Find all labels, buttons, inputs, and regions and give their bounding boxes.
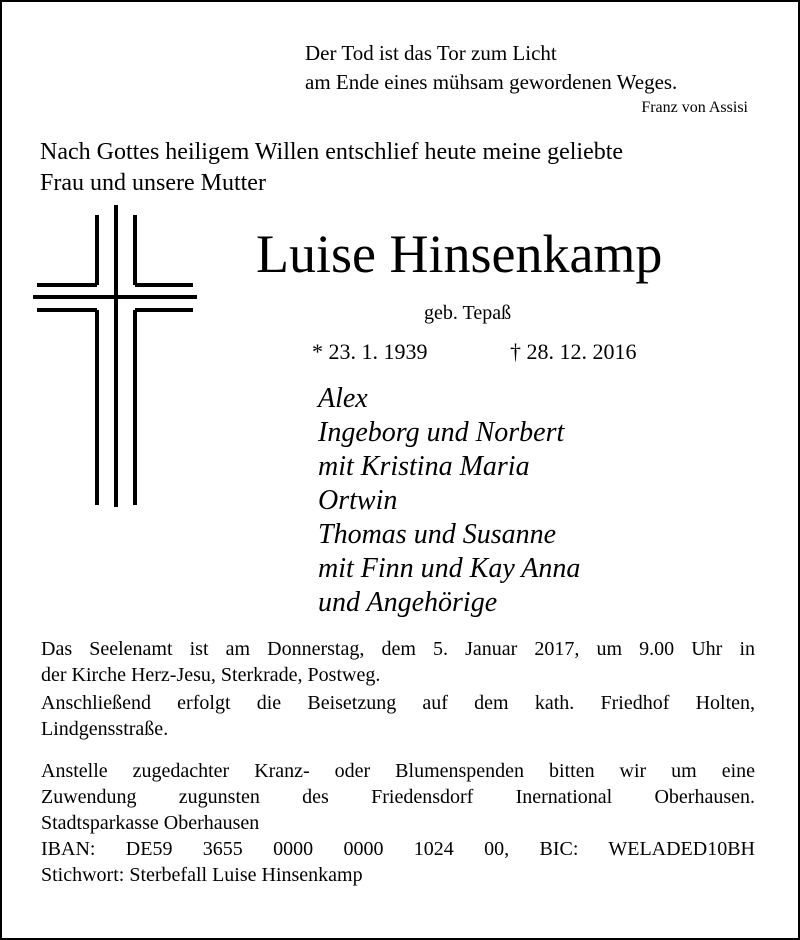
intro-text — [40, 137, 623, 199]
deceased-name: Luise Hinsenkamp — [256, 224, 663, 284]
mourner-item: und Angehörige — [318, 587, 498, 618]
donation-paragraph — [41, 758, 755, 888]
donation-line-3: Stadtsparkasse Oberhausen — [41, 812, 260, 834]
service-line-2: der Kirche Herz-Jesu, Sterkrade, Postweg. — [41, 664, 381, 686]
burial-line-2: Lindgensstraße. — [41, 718, 169, 740]
donation-line-2: Zuwendung zugunsten des Friedensdorf Inernational Oberhausen. — [41, 786, 755, 808]
cross-icon — [30, 205, 200, 507]
mourner-item: Ingeborg und Norbert — [318, 417, 565, 448]
mourner-item: mit Finn und Kay Anna — [318, 553, 581, 584]
quote-line-1: Der Tod ist das Tor zum Licht — [305, 41, 557, 65]
mourner-item: Thomas und Susanne — [318, 519, 557, 550]
birth-date: * 23. 1. 1939 — [312, 339, 428, 364]
burial-line-1: Anschließend erfolgt die Beisetzung auf dem kath. Friedhof Holten, — [41, 692, 755, 714]
service-line-1: Das Seelenamt ist am Donnerstag, dem 5. Januar 2017, um 9.00 Uhr in — [41, 638, 755, 660]
maiden-name: geb. Tepaß — [424, 302, 512, 324]
mourners-list — [318, 382, 580, 620]
donation-line-1: Anstelle zugedachter Kranz- oder Blumenspenden bitten wir um eine — [41, 760, 755, 782]
donation-keyword: Stichwort: Sterbefall Luise Hinsenkamp — [41, 864, 363, 886]
mourner-item: Alex — [318, 383, 368, 414]
intro-line-1: Nach Gottes heiligem Willen entschlief heute meine geliebte — [40, 139, 624, 165]
bank-details: IBAN: DE59 3655 0000 0000 1024 00, BIC: WELADED10BH — [41, 838, 755, 860]
service-paragraph — [41, 636, 755, 688]
quote-line-2: am Ende eines mühsam gewordenen Weges. — [305, 70, 678, 94]
death-date: † 28. 12. 2016 — [510, 339, 637, 364]
mourner-item: mit Kristina Maria — [318, 451, 530, 482]
quote-author: Franz von Assisi — [641, 99, 748, 116]
intro-line-2: Frau und unsere Mutter — [40, 170, 266, 196]
burial-paragraph — [41, 690, 755, 742]
mourner-item: Ortwin — [318, 485, 398, 516]
